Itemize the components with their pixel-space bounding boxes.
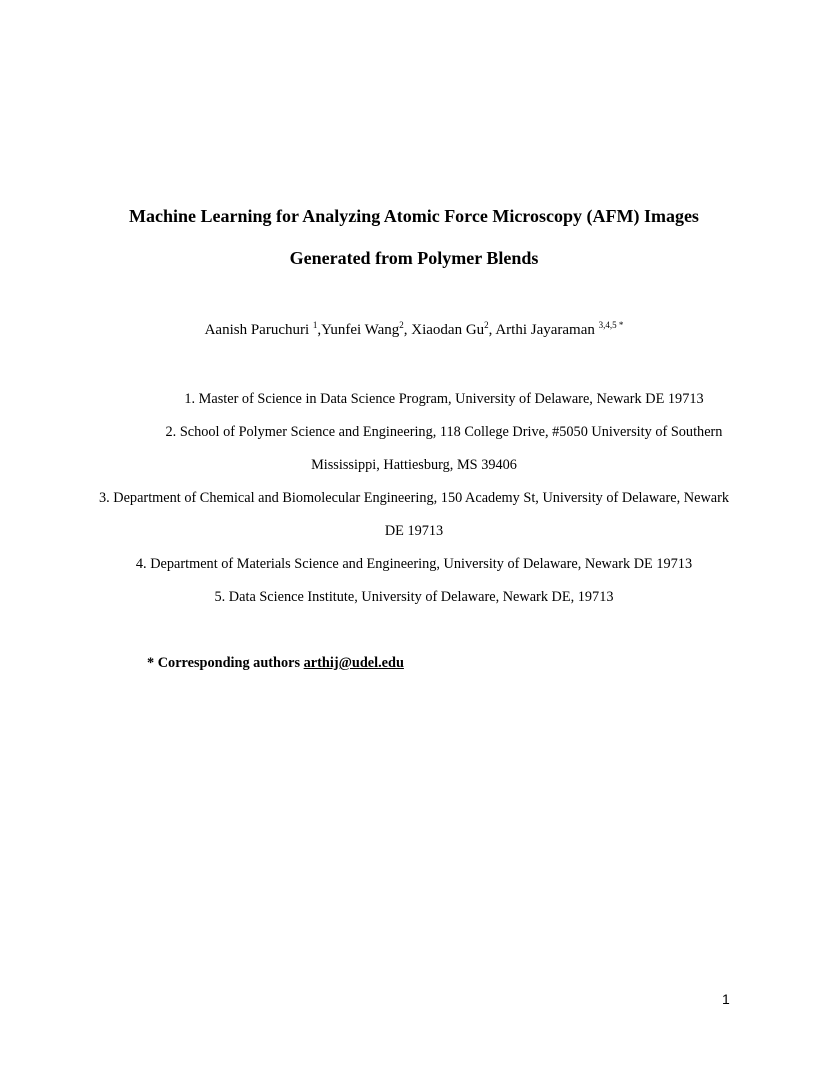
author-separator: ,	[403, 322, 412, 338]
author-affiliation-mark: 2	[399, 320, 404, 330]
author-separator: ,	[488, 322, 496, 338]
author-name: Arthi Jayaraman	[495, 322, 599, 338]
affiliation-3: 3. Department of Chemical and Biomolecular Engineering, 150 Academy St, University of Delaware, Newark	[98, 490, 730, 506]
affiliation-2-continued: Mississippi, Hattiesburg, MS 39406	[311, 457, 517, 473]
author-list	[0, 322, 828, 339]
paper-title-line-2: Generated from Polymer Blends	[289, 248, 539, 268]
author-affiliation-mark: 3,4,5 *	[598, 320, 624, 330]
affiliation-5: 5. Data Science Institute, University of Delaware, Newark DE, 19713	[214, 589, 614, 605]
affiliation-1: 1. Master of Science in Data Science Program, University of Delaware, Newark DE 19713	[184, 391, 704, 407]
corresponding-author-note	[147, 655, 404, 672]
affiliation-4: 4. Department of Materials Science and Engineering, University of Delaware, Newark DE 19713	[135, 556, 693, 572]
author-name: Yunfei Wang	[321, 322, 400, 338]
corresponding-label: * Corresponding authors	[147, 655, 304, 671]
author-affiliation-mark: 2	[484, 320, 489, 330]
author-affiliation-mark: 1	[312, 320, 318, 330]
author-separator: ,	[317, 322, 322, 338]
corresponding-email-link[interactable]: arthij@udel.edu	[303, 655, 404, 671]
affiliation-3-continued: DE 19713	[384, 523, 444, 539]
author-name: Aanish Paruchuri	[204, 322, 313, 338]
page-number: 1	[722, 991, 730, 1007]
paper-title-line-1: Machine Learning for Analyzing Atomic Force Microscopy (AFM) Images	[129, 206, 699, 226]
affiliation-2: 2. School of Polymer Science and Engineering, 118 College Drive, #5050 University of Southern	[165, 424, 723, 440]
author-name: Xiaodan Gu	[411, 322, 485, 338]
